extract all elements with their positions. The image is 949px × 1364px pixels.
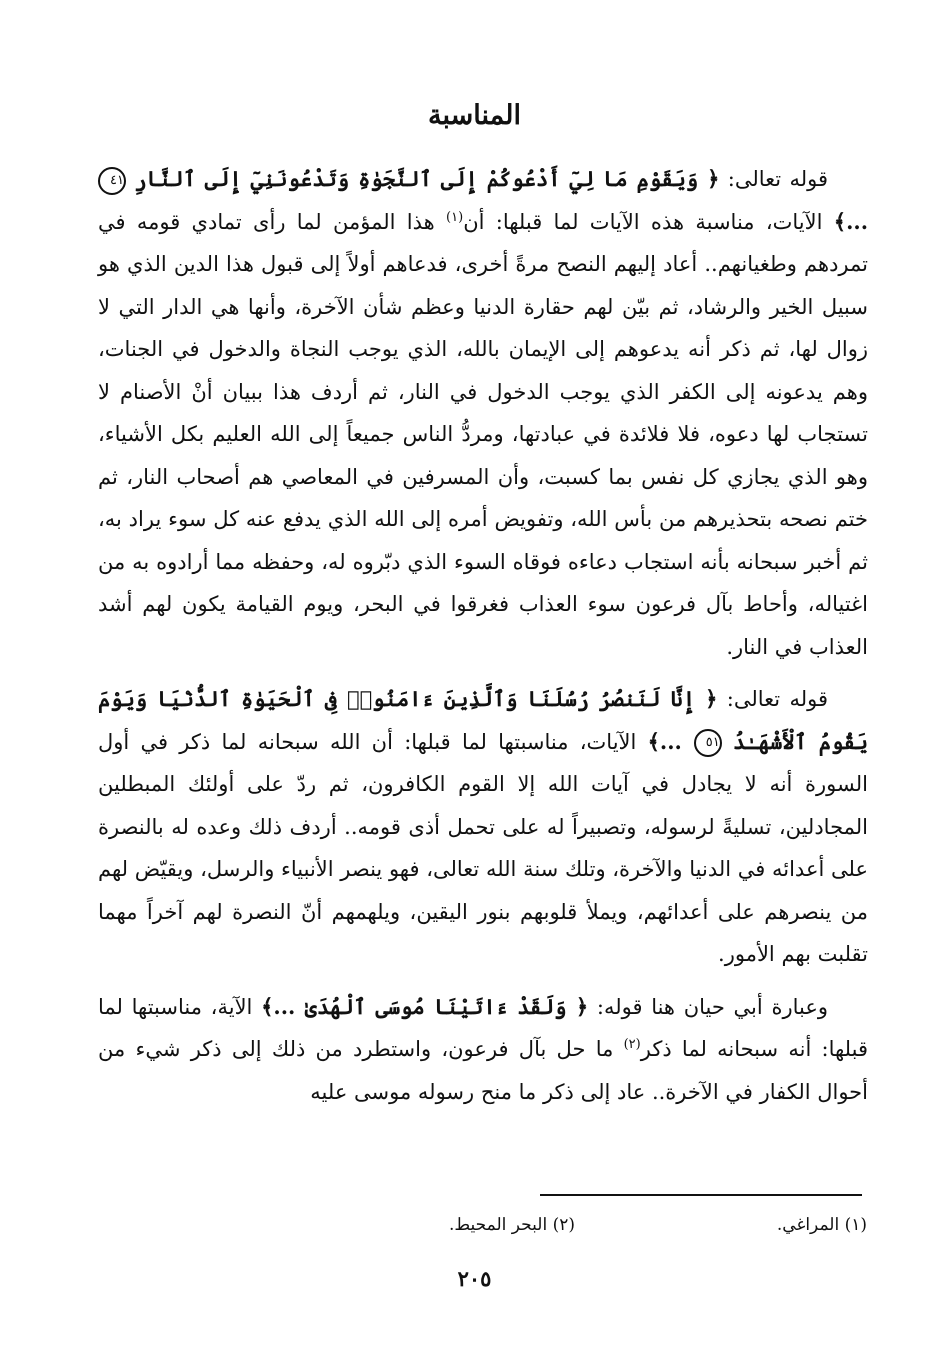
footnotes	[0, 1210, 949, 1240]
quran-verse-3: ﴿ وَلَقَدْ ءَاتَيْنَا مُوسَى ٱلْهُدَىٰ	[304, 993, 589, 1019]
verse-number-ornament-2: ٥١	[694, 729, 722, 757]
paragraph-3-continuation: ما حل بآل فرعون، واستطرد من ذلك إلى ذكر شيء من أحوال الكفار في الآخرة.. عاد إلى ذكر ما منح رسوله موسى عليه	[98, 1037, 868, 1104]
page-title: المناسبة	[428, 100, 521, 131]
paragraph-1-intro: قوله تعالى:	[719, 167, 828, 191]
paragraph-2-text: الآيات، مناسبتها لما قبلها: أن الله سبحانه لما ذكر في أول السورة أنه لا يجادل في آيات الله إلا القوم الكافرون، ثم ردّ على أولئك المبطلين المجادلين، تسليةً لرسوله، وتصبيراً له على تحمل أذى قومه.. أردف ذلك وعده له بالنصرة على أعدائه في الدنيا والآخرة، وتلك سنة الله تعالى، فهو ينصر الأنبياء والرسل، ويقيّض لهم من ينصرهم على أعدائهم، ويملأ قلوبهم بنور اليقين، ويلهمهم أنّ النصرة لهم آخراً مهما تقلبت بهم الأمور.	[98, 729, 868, 966]
paragraph-2-intro: قوله تعالى:	[717, 687, 829, 711]
body-text	[98, 158, 868, 1113]
footnote-ref-1[interactable]: (١)	[446, 209, 464, 225]
paragraph-3	[98, 986, 868, 1114]
paragraph-1-text: الآيات، مناسبة هذه الآيات لما قبلها: أن	[463, 209, 834, 234]
paragraph-3-intro: وعبارة أبي حيان هنا قوله:	[588, 994, 828, 1019]
quran-verse-1: ﴿ وَيَقَوْمِ مَا لِيٓ أَدْعُوكُمْ إِلَى ٱلنَّجَوٰةِ وَتَدْعُونَنِيٓ إِلَى ٱلنَّارِ	[134, 166, 720, 191]
footnote-2: (٢) البحر المحيط.	[449, 1215, 575, 1235]
footnote-ref-2[interactable]: (٢)	[623, 1037, 641, 1052]
verse-close-2: ...﴾	[647, 728, 694, 754]
footnote-separator	[540, 1194, 862, 1196]
quran-verse-2: ﴿ إِنَّا لَنَنصُرُ رُسُلَنَا وَٱلَّذِينَ ءَامَنُوا۟ فِى ٱلْحَيَوٰةِ ٱلدُّنْيَا وَيَوْمَ يَقُومُ ٱلْأَشْهَـٰدُ	[98, 686, 868, 754]
footnote-1: (١) المراغي.	[776, 1215, 867, 1235]
verse-close-1: ...﴾	[833, 208, 869, 234]
verse-close-3: ...﴾	[261, 993, 305, 1019]
verse-number-ornament-1: ٤١	[98, 167, 126, 195]
paragraph-1	[98, 158, 868, 668]
paragraph-2	[98, 678, 868, 976]
paragraph-3-text: الآية، مناسبتها لما قبلها: أنه سبحانه لما ذكر	[98, 994, 869, 1061]
paragraph-1-continuation: هذا المؤمن لما رأى تمادي قومه في تمردهم وطغيانهم.. أعاد إليهم النصح مرةً أخرى، فدعاهم أولاً إلى قبول هذا الدين الذي هو سبيل الخير والرشاد، ثم بيّن لهم حقارة الدنيا وعظم شأن الآخرة، وأنها هي الدار التي لا زوال لها، ثم ذكر أنه يدعوهم إلى الإيمان بالله، الذي يوجب النجاة والدخول في الجنات، وهم يدعونه إلى الكفر الذي يوجب الدخول في النار، ثم أردف هذا ببيان أنْ الأصنام لا تستجاب لها دعوه، فلا فلائدة في عبادتها، ومردُّ الناس جميعاً إلى الله العليم بكل الأشياء، وهو الذي يجازي كل نفس بما كسبت، وأن المسرفين في المعاصي هم أصحاب النار، ثم ختم نصحه بتحذيرهم من بأس الله، وتفويض أمره إلى الله الذي يدفع عنه كل سوء يراد به، ثم أخبر سبحانه بأنه استجاب دعاءه فوقاه السوء الذي دبّروه له، وحفظه مما أرادوه به من اغتياله، وأحاط بآل فرعون سوء العذاب فغرقوا في البحر، ويوم القيامة يكون لهم أشد العذاب في النار.	[98, 209, 868, 659]
page-number: ٢٠٥	[457, 1266, 492, 1291]
